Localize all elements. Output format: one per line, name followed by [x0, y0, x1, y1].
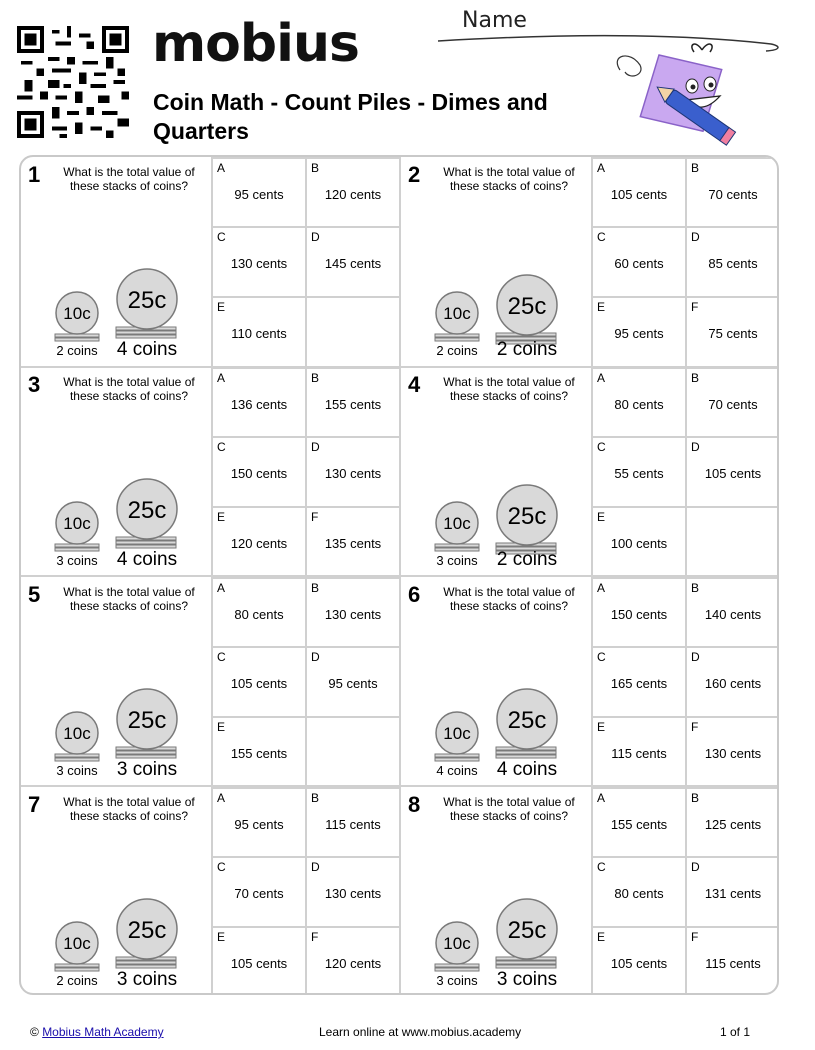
quarter-stack-icon: [116, 961, 176, 964]
quarter-stack-icon: [496, 961, 556, 964]
question-card: [401, 157, 779, 366]
answer-option[interactable]: [305, 577, 399, 647]
answer-option[interactable]: [305, 157, 399, 227]
answer-letter: B: [311, 371, 320, 385]
quarter-stack-icon: [496, 751, 556, 754]
quarter-count: 3 coins: [496, 969, 558, 990]
quarter-label: 25c: [507, 503, 547, 530]
answer-letter: D: [311, 230, 320, 244]
answer-option[interactable]: [211, 506, 305, 576]
answer-value: 110 cents: [231, 326, 287, 341]
dime-count: 3 coins: [56, 553, 98, 568]
answer-option[interactable]: [685, 436, 779, 506]
coin-stacks-illustration: [401, 577, 591, 786]
question-card: [401, 367, 779, 576]
answer-letter: C: [217, 440, 226, 454]
answer-letter: A: [597, 371, 606, 385]
answer-value: 70 cents: [234, 886, 284, 901]
answer-letter: F: [311, 510, 319, 524]
answer-option[interactable]: [685, 716, 779, 786]
dime-count: 3 coins: [436, 973, 478, 988]
quarter-label: 25c: [127, 917, 167, 944]
answer-letter: E: [217, 300, 226, 314]
answer-value: 80 cents: [234, 607, 284, 622]
answer-letter: C: [217, 860, 226, 874]
answer-value: 135 cents: [324, 536, 382, 551]
question-number: 4: [408, 372, 421, 397]
dime-count: 4 coins: [436, 763, 478, 778]
answer-value: 100 cents: [610, 536, 668, 551]
answer-value: 105 cents: [704, 466, 762, 481]
answer-value: 115 cents: [611, 746, 667, 761]
answer-value: 70 cents: [708, 397, 758, 412]
quarter-stack-icon: [496, 755, 556, 758]
page-title: Coin Math - Count Piles - Dimes and Quarters: [153, 89, 548, 144]
answer-letter: C: [217, 650, 226, 664]
answer-value: 80 cents: [614, 886, 664, 901]
answer-value: 130 cents: [230, 256, 288, 271]
dime-count: 3 coins: [436, 553, 478, 568]
question-prompt: What is the total value of these stacks of coins?: [443, 375, 575, 403]
quarter-label: 25c: [127, 497, 167, 524]
answer-option[interactable]: [685, 226, 779, 296]
answer-option[interactable]: [211, 367, 305, 437]
dime-stack-icon: [55, 338, 99, 341]
coin-stacks-illustration: [21, 577, 211, 786]
question-number: 7: [28, 792, 41, 817]
answer-option[interactable]: [211, 716, 305, 786]
answer-letter: E: [217, 720, 226, 734]
question-body: [401, 367, 591, 576]
answer-value: 105 cents: [230, 956, 288, 971]
answer-option[interactable]: [591, 157, 685, 227]
answer-option[interactable]: [685, 926, 779, 995]
answer-letter: A: [217, 581, 226, 595]
dime-label: 10c: [443, 934, 471, 953]
quarter-stack-icon: [116, 751, 176, 754]
dime-label: 10c: [443, 724, 471, 743]
answer-value: 125 cents: [704, 817, 762, 832]
footer-learn-online: Learn online at www.mobius.academy: [319, 1025, 522, 1039]
answer-option[interactable]: [305, 506, 399, 576]
answer-option[interactable]: [211, 296, 305, 366]
dime-stack-icon: [435, 758, 479, 761]
answer-value: 115 cents: [705, 956, 761, 971]
name-label: Name: [462, 8, 527, 33]
answer-value: 95 cents: [614, 326, 664, 341]
quarter-label: 25c: [507, 293, 547, 320]
answer-letter: E: [217, 510, 226, 524]
answer-value: 120 cents: [230, 536, 288, 551]
answer-letter: B: [311, 581, 320, 595]
answer-value: 60 cents: [614, 256, 664, 271]
question-body: [21, 577, 211, 786]
dime-label: 10c: [63, 514, 91, 533]
answer-letter: E: [597, 930, 606, 944]
answer-letter: D: [311, 440, 320, 454]
dime-label: 10c: [443, 304, 471, 323]
answer-value: 155 cents: [610, 817, 668, 832]
answer-option[interactable]: [305, 787, 399, 857]
answer-option[interactable]: [685, 296, 779, 366]
answer-letter: B: [691, 161, 700, 175]
quarter-stack-icon: [116, 965, 176, 968]
answer-letter: C: [597, 230, 606, 244]
answer-value: 120 cents: [324, 956, 382, 971]
quarter-label: 25c: [127, 287, 167, 314]
question-number: 2: [408, 162, 421, 187]
footer-copyright: © Mobius Math Academy: [30, 1025, 164, 1039]
answer-option[interactable]: [685, 787, 779, 857]
answer-option[interactable]: [591, 506, 685, 576]
quarter-count: 3 coins: [116, 759, 178, 780]
answer-letter: D: [691, 860, 700, 874]
quarter-count: 2 coins: [496, 549, 558, 570]
answer-value: 95 cents: [234, 187, 284, 202]
quarter-label: 25c: [507, 917, 547, 944]
answer-value: 130 cents: [324, 466, 382, 481]
answer-letter: D: [691, 650, 700, 664]
answer-value: 145 cents: [324, 256, 382, 271]
answer-letter: E: [597, 300, 606, 314]
dime-count: 2 coins: [56, 973, 98, 988]
answer-option[interactable]: [305, 646, 399, 716]
quarter-count: 3 coins: [116, 969, 178, 990]
dime-stack-icon: [435, 548, 479, 551]
answer-letter: B: [311, 791, 320, 805]
answer-value: 115 cents: [325, 817, 381, 832]
question-body: [401, 577, 591, 786]
quarter-stack-icon: [116, 755, 176, 758]
answer-value: 130 cents: [324, 607, 382, 622]
dime-label: 10c: [63, 934, 91, 953]
answer-value: 85 cents: [708, 256, 758, 271]
answer-letter: F: [691, 720, 699, 734]
coin-stacks-illustration: [21, 157, 211, 366]
answer-value: 105 cents: [230, 676, 288, 691]
answer-option[interactable]: [685, 157, 779, 227]
answer-letter: F: [691, 300, 699, 314]
quarter-label: 25c: [507, 707, 547, 734]
answer-letter: A: [597, 161, 606, 175]
answer-option[interactable]: [591, 926, 685, 995]
dime-count: 2 coins: [436, 343, 478, 358]
answer-letter: A: [217, 161, 226, 175]
answer-option[interactable]: [211, 577, 305, 647]
dime-label: 10c: [63, 304, 91, 323]
coin-stacks-illustration: [401, 367, 591, 576]
answer-option[interactable]: [685, 577, 779, 647]
question-card: [21, 367, 400, 576]
answer-option[interactable]: [591, 716, 685, 786]
answer-letter: B: [691, 371, 700, 385]
question-prompt: What is the total value of these stacks of coins?: [63, 165, 195, 193]
answer-value: 95 cents: [328, 676, 378, 691]
dime-stack-icon: [55, 968, 99, 971]
quarter-label: 25c: [127, 707, 167, 734]
question-number: 8: [408, 792, 421, 817]
answer-letter: C: [597, 650, 606, 664]
quarter-stack-icon: [116, 331, 176, 334]
answer-letter: B: [311, 161, 320, 175]
answer-option[interactable]: [685, 856, 779, 926]
quarter-count: 2 coins: [496, 339, 558, 360]
question-body: [401, 787, 591, 995]
coin-stacks-illustration: [21, 787, 211, 995]
answer-letter: A: [597, 581, 606, 595]
answer-letter: E: [217, 930, 226, 944]
answer-option[interactable]: [591, 856, 685, 926]
question-body: [21, 367, 211, 576]
brand-logo: mobius: [152, 14, 359, 74]
dime-stack-icon: [55, 548, 99, 551]
answer-option[interactable]: [591, 577, 685, 647]
answer-value: 160 cents: [704, 676, 762, 691]
question-number: 3: [28, 372, 41, 397]
answer-value: 70 cents: [708, 187, 758, 202]
question-card: [21, 577, 400, 786]
answer-letter: C: [597, 440, 606, 454]
coin-stacks-illustration: [21, 367, 211, 576]
answer-letter: A: [217, 791, 226, 805]
question-number: 1: [28, 162, 41, 187]
question-card: [401, 577, 779, 786]
question-prompt: What is the total value of these stacks of coins?: [63, 585, 195, 613]
coin-stacks-illustration: [401, 157, 591, 366]
answer-option[interactable]: [591, 367, 685, 437]
answer-option[interactable]: [305, 856, 399, 926]
answer-letter: C: [217, 230, 226, 244]
answer-option[interactable]: [591, 436, 685, 506]
question-number: 5: [28, 582, 41, 607]
question-body: [21, 787, 211, 995]
answer-option[interactable]: [685, 367, 779, 437]
dime-label: 10c: [443, 514, 471, 533]
answer-letter: F: [691, 930, 699, 944]
question-prompt: What is the total value of these stacks of coins?: [443, 165, 575, 193]
question-prompt: What is the total value of these stacks of coins?: [443, 585, 575, 613]
answer-letter: F: [311, 930, 319, 944]
answer-value: 155 cents: [230, 746, 288, 761]
answer-value: 150 cents: [610, 607, 668, 622]
answer-letter: D: [311, 860, 320, 874]
question-card: [21, 787, 400, 995]
dime-count: 3 coins: [56, 763, 98, 778]
answer-option[interactable]: [591, 646, 685, 716]
answer-value: 95 cents: [234, 817, 284, 832]
answer-option[interactable]: [211, 856, 305, 926]
answer-option[interactable]: [591, 787, 685, 857]
mascot-icon: [610, 30, 760, 155]
empty-answer-cell: [685, 506, 779, 576]
answer-value: 75 cents: [708, 326, 758, 341]
answer-value: 55 cents: [614, 466, 664, 481]
question-card: [401, 787, 779, 995]
coin-stacks-illustration: [401, 787, 591, 995]
question-prompt: What is the total value of these stacks of coins?: [63, 375, 195, 403]
answer-option[interactable]: [211, 646, 305, 716]
answer-value: 105 cents: [610, 187, 668, 202]
question-body: [21, 157, 211, 366]
quarter-stack-icon: [496, 965, 556, 968]
answer-letter: A: [217, 371, 226, 385]
quarter-stack-icon: [116, 335, 176, 338]
answer-value: 80 cents: [614, 397, 664, 412]
qr-code-icon: [17, 26, 129, 138]
answer-value: 140 cents: [704, 607, 762, 622]
answer-value: 150 cents: [230, 466, 288, 481]
question-card: [21, 157, 400, 366]
answer-letter: D: [691, 440, 700, 454]
question-number: 6: [408, 582, 421, 607]
answer-value: 120 cents: [324, 187, 382, 202]
answer-value: 165 cents: [610, 676, 668, 691]
question-prompt: What is the total value of these stacks of coins?: [63, 795, 195, 823]
dime-stack-icon: [435, 968, 479, 971]
answer-option[interactable]: [305, 226, 399, 296]
empty-answer-cell: [305, 716, 399, 786]
dime-stack-icon: [435, 338, 479, 341]
quarter-stack-icon: [116, 541, 176, 544]
answer-option[interactable]: [211, 157, 305, 227]
answer-letter: E: [597, 510, 606, 524]
answer-letter: D: [691, 230, 700, 244]
answer-letter: E: [597, 720, 606, 734]
answer-value: 155 cents: [324, 397, 382, 412]
answer-value: 136 cents: [230, 397, 288, 412]
page-number: 1 of 1: [720, 1025, 751, 1039]
quarter-count: 4 coins: [496, 759, 558, 780]
quarter-stack-icon: [116, 545, 176, 548]
answer-option[interactable]: [211, 787, 305, 857]
answer-letter: A: [597, 791, 606, 805]
answer-option[interactable]: [305, 926, 399, 995]
answer-option[interactable]: [685, 646, 779, 716]
answer-option[interactable]: [591, 226, 685, 296]
worksheet-grid: [19, 155, 779, 995]
answer-letter: C: [597, 860, 606, 874]
answer-value: 105 cents: [610, 956, 668, 971]
question-body: [401, 157, 591, 366]
dime-label: 10c: [63, 724, 91, 743]
answer-value: 130 cents: [704, 746, 762, 761]
question-prompt: What is the total value of these stacks of coins?: [443, 795, 575, 823]
quarter-count: 4 coins: [116, 549, 178, 570]
answer-option[interactable]: [591, 296, 685, 366]
quarter-count: 4 coins: [116, 339, 178, 360]
answer-value: 131 cents: [704, 886, 762, 901]
dime-count: 2 coins: [56, 343, 98, 358]
answer-letter: B: [691, 581, 700, 595]
answer-option[interactable]: [305, 367, 399, 437]
answer-option[interactable]: [211, 926, 305, 995]
answer-value: 130 cents: [324, 886, 382, 901]
answer-letter: B: [691, 791, 700, 805]
empty-answer-cell: [305, 296, 399, 366]
academy-link[interactable]: Mobius Math Academy: [42, 1025, 164, 1039]
answer-option[interactable]: [305, 436, 399, 506]
answer-option[interactable]: [211, 226, 305, 296]
answer-option[interactable]: [211, 436, 305, 506]
answer-letter: D: [311, 650, 320, 664]
dime-stack-icon: [55, 758, 99, 761]
